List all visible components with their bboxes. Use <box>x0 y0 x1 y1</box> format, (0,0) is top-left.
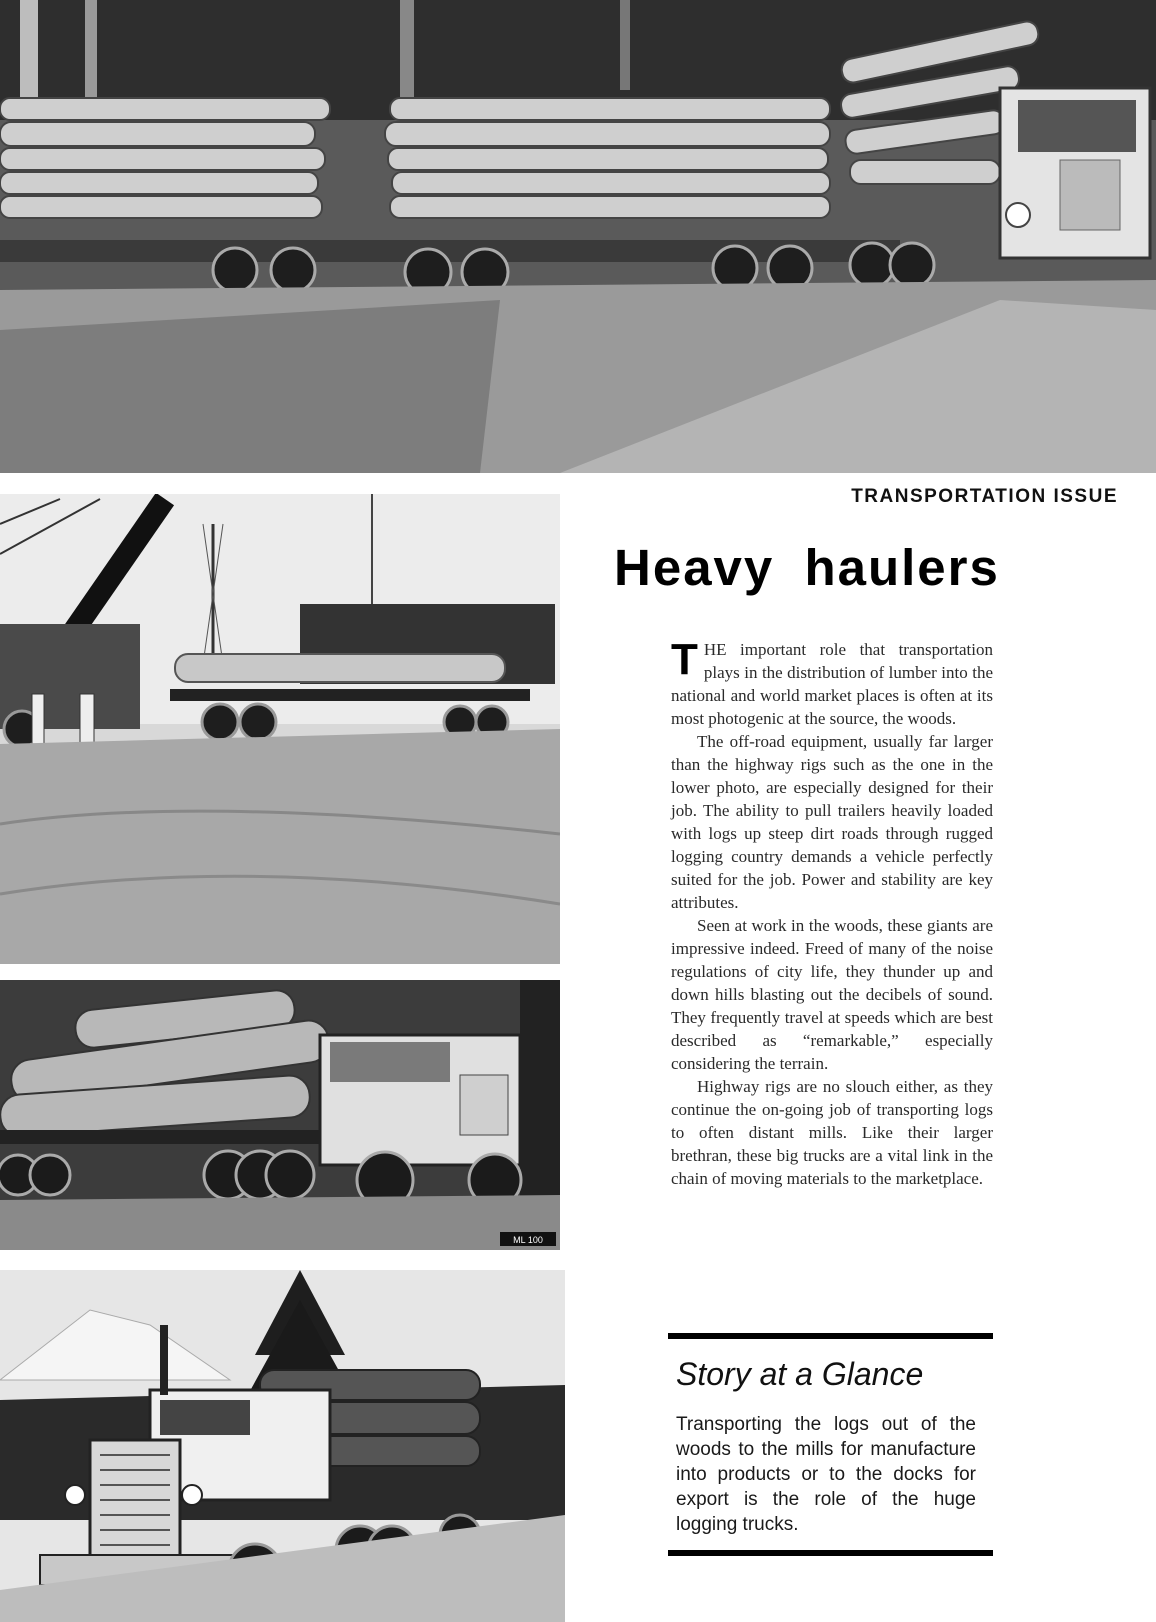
photo-crane-loading-log <box>0 494 560 964</box>
article-body <box>671 635 993 1190</box>
sidebar-rule-bottom <box>668 1550 993 1556</box>
article-paragraph-2: The off-road equipment, usually far larger than the highway rigs such as the one in the lower photo, are especially designed for their job. The ability to pull trailers heavily loaded with logs up steep dirt roads through rugged logging country demands a vehicle perfectly suited for the job. Power and stability are key attributes. <box>671 732 993 912</box>
sidebar-rule-top <box>668 1333 993 1339</box>
drop-cap: T <box>671 635 698 684</box>
article-paragraph-4: Highway rigs are no slouch either, as they continue the on-going job of transporting logs to often distant mills. Like their larger brethran, these big trucks are a vital link in the chain of moving materials to the marketplace. <box>671 1077 993 1188</box>
issue-label: TRANSPORTATION ISSUE <box>851 486 1118 507</box>
photo-log-trucks-forest-road <box>0 0 1156 473</box>
photo-highway-logging-rig <box>0 1270 565 1622</box>
truck-plate-label: ML 100 <box>513 1235 543 1245</box>
article-title: Heavy haulers <box>614 539 1000 596</box>
photo-offroad-logging-truck <box>0 980 560 1250</box>
sidebar-text: Transporting the logs out of the woods to the mills for manufacture into products or to the docks for export is the role of the huge logging trucks. <box>676 1414 976 1535</box>
sidebar-title: Story at a Glance <box>676 1356 924 1392</box>
article-paragraph-3: Seen at work in the woods, these giants are impressive indeed. Freed of many of the noise regulations of city life, they thunder up and down hills blasting out the decibels of sound. They frequently travel at speeds which are best described as “remarkable,” especially considering the terrain. <box>671 916 993 1073</box>
article-paragraph-1: THE important role that transportation plays in the distribution of lumber into the national and world market places is often at its most photogenic at the source, the woods. <box>671 635 993 728</box>
